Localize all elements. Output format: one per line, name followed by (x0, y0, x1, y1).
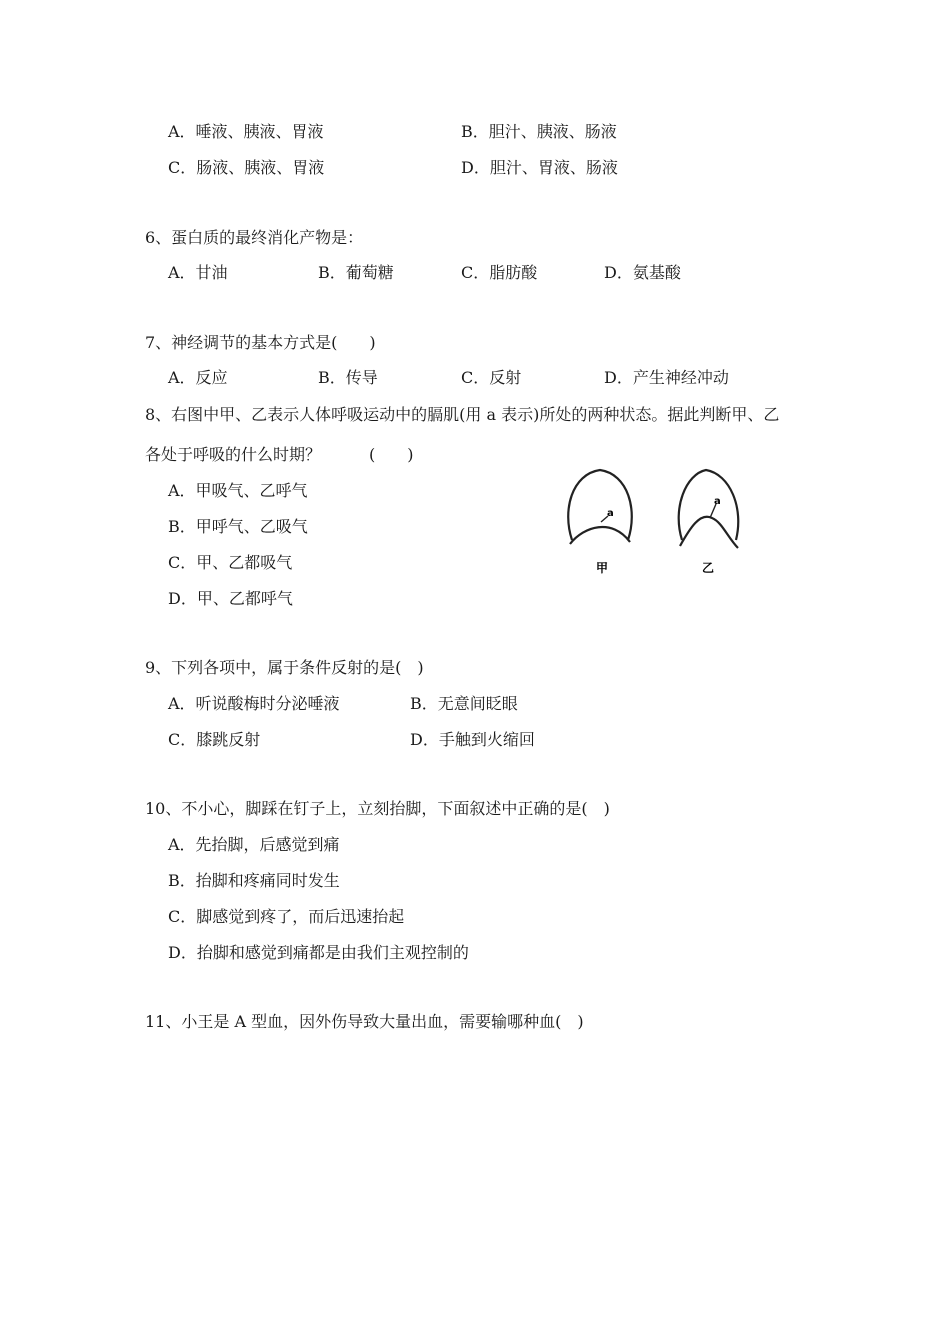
q6-option-d: D．氨基酸 (604, 263, 681, 282)
q8-option-a: A．甲吸气、乙呼气 (168, 481, 308, 500)
figure-yi-thorax (679, 470, 739, 548)
q6-stem: 6、蛋白质的最终消化产物是： (145, 228, 364, 247)
q9-option-d: D．手触到火缩回 (410, 730, 535, 749)
q11-stem: 11、小王是 A 型血，因外伤导致大量出血，需要输哪种血( ) (145, 1012, 584, 1031)
q5-option-c: C．肠液、胰液、胃液 (168, 158, 325, 177)
q9-option-b: B．无意间眨眼 (410, 694, 518, 713)
q10-option-b: B．抬脚和疼痛同时发生 (168, 871, 340, 890)
q5-option-d: D．胆汁、胃液、肠液 (461, 158, 618, 177)
q6-option-a: A．甘油 (168, 263, 228, 282)
q7-option-d: D．产生神经冲动 (604, 368, 729, 387)
q10-stem: 10、不小心，脚踩在钉子上，立刻抬脚，下面叙述中正确的是( ) (145, 799, 610, 818)
q8-option-d: D．甲、乙都呼气 (168, 589, 293, 608)
q10-option-d: D．抬脚和感觉到痛都是由我们主观控制的 (168, 943, 469, 962)
figure-label-jia: 甲 (596, 561, 609, 575)
q8-option-b: B．甲呼气、乙吸气 (168, 517, 308, 536)
figure-label-a: a (607, 508, 614, 519)
q8-option-c: C．甲、乙都吸气 (168, 553, 293, 572)
q9-option-c: C．膝跳反射 (168, 730, 261, 749)
q9-option-a: A．听说酸梅时分泌唾液 (168, 694, 340, 713)
q8-stem-line-1: 8、右图中甲、乙表示人体呼吸运动中的膈肌(用 a 表示)所处的两种状态。据此判断甲、乙 (145, 405, 780, 424)
q5-option-a: A．唾液、胰液、胃液 (168, 122, 324, 141)
q5-option-b: B．胆汁、胰液、肠液 (461, 122, 617, 141)
q7-option-b: B．传导 (318, 368, 378, 387)
q9-stem: 9、下列各项中，属于条件反射的是( ) (145, 658, 424, 677)
q6-option-b: B．葡萄糖 (318, 263, 394, 282)
diaphragm-figure (560, 460, 760, 590)
figure-label-a-right: a (714, 496, 721, 507)
q6-option-c: C．脂肪酸 (461, 263, 538, 282)
figure-jia-thorax (568, 470, 632, 544)
figure-label-yi: 乙 (702, 561, 715, 575)
q7-option-a: A．反应 (168, 368, 228, 387)
q8-stem-line-2: 各处于呼吸的什么时期？ ( ) (145, 445, 414, 464)
q10-option-a: A．先抬脚，后感觉到痛 (168, 835, 340, 854)
q10-option-c: C．脚感觉到疼了，而后迅速抬起 (168, 907, 405, 926)
q7-stem: 7、神经调节的基本方式是( ) (145, 333, 376, 352)
q7-option-c: C．反射 (461, 368, 522, 387)
